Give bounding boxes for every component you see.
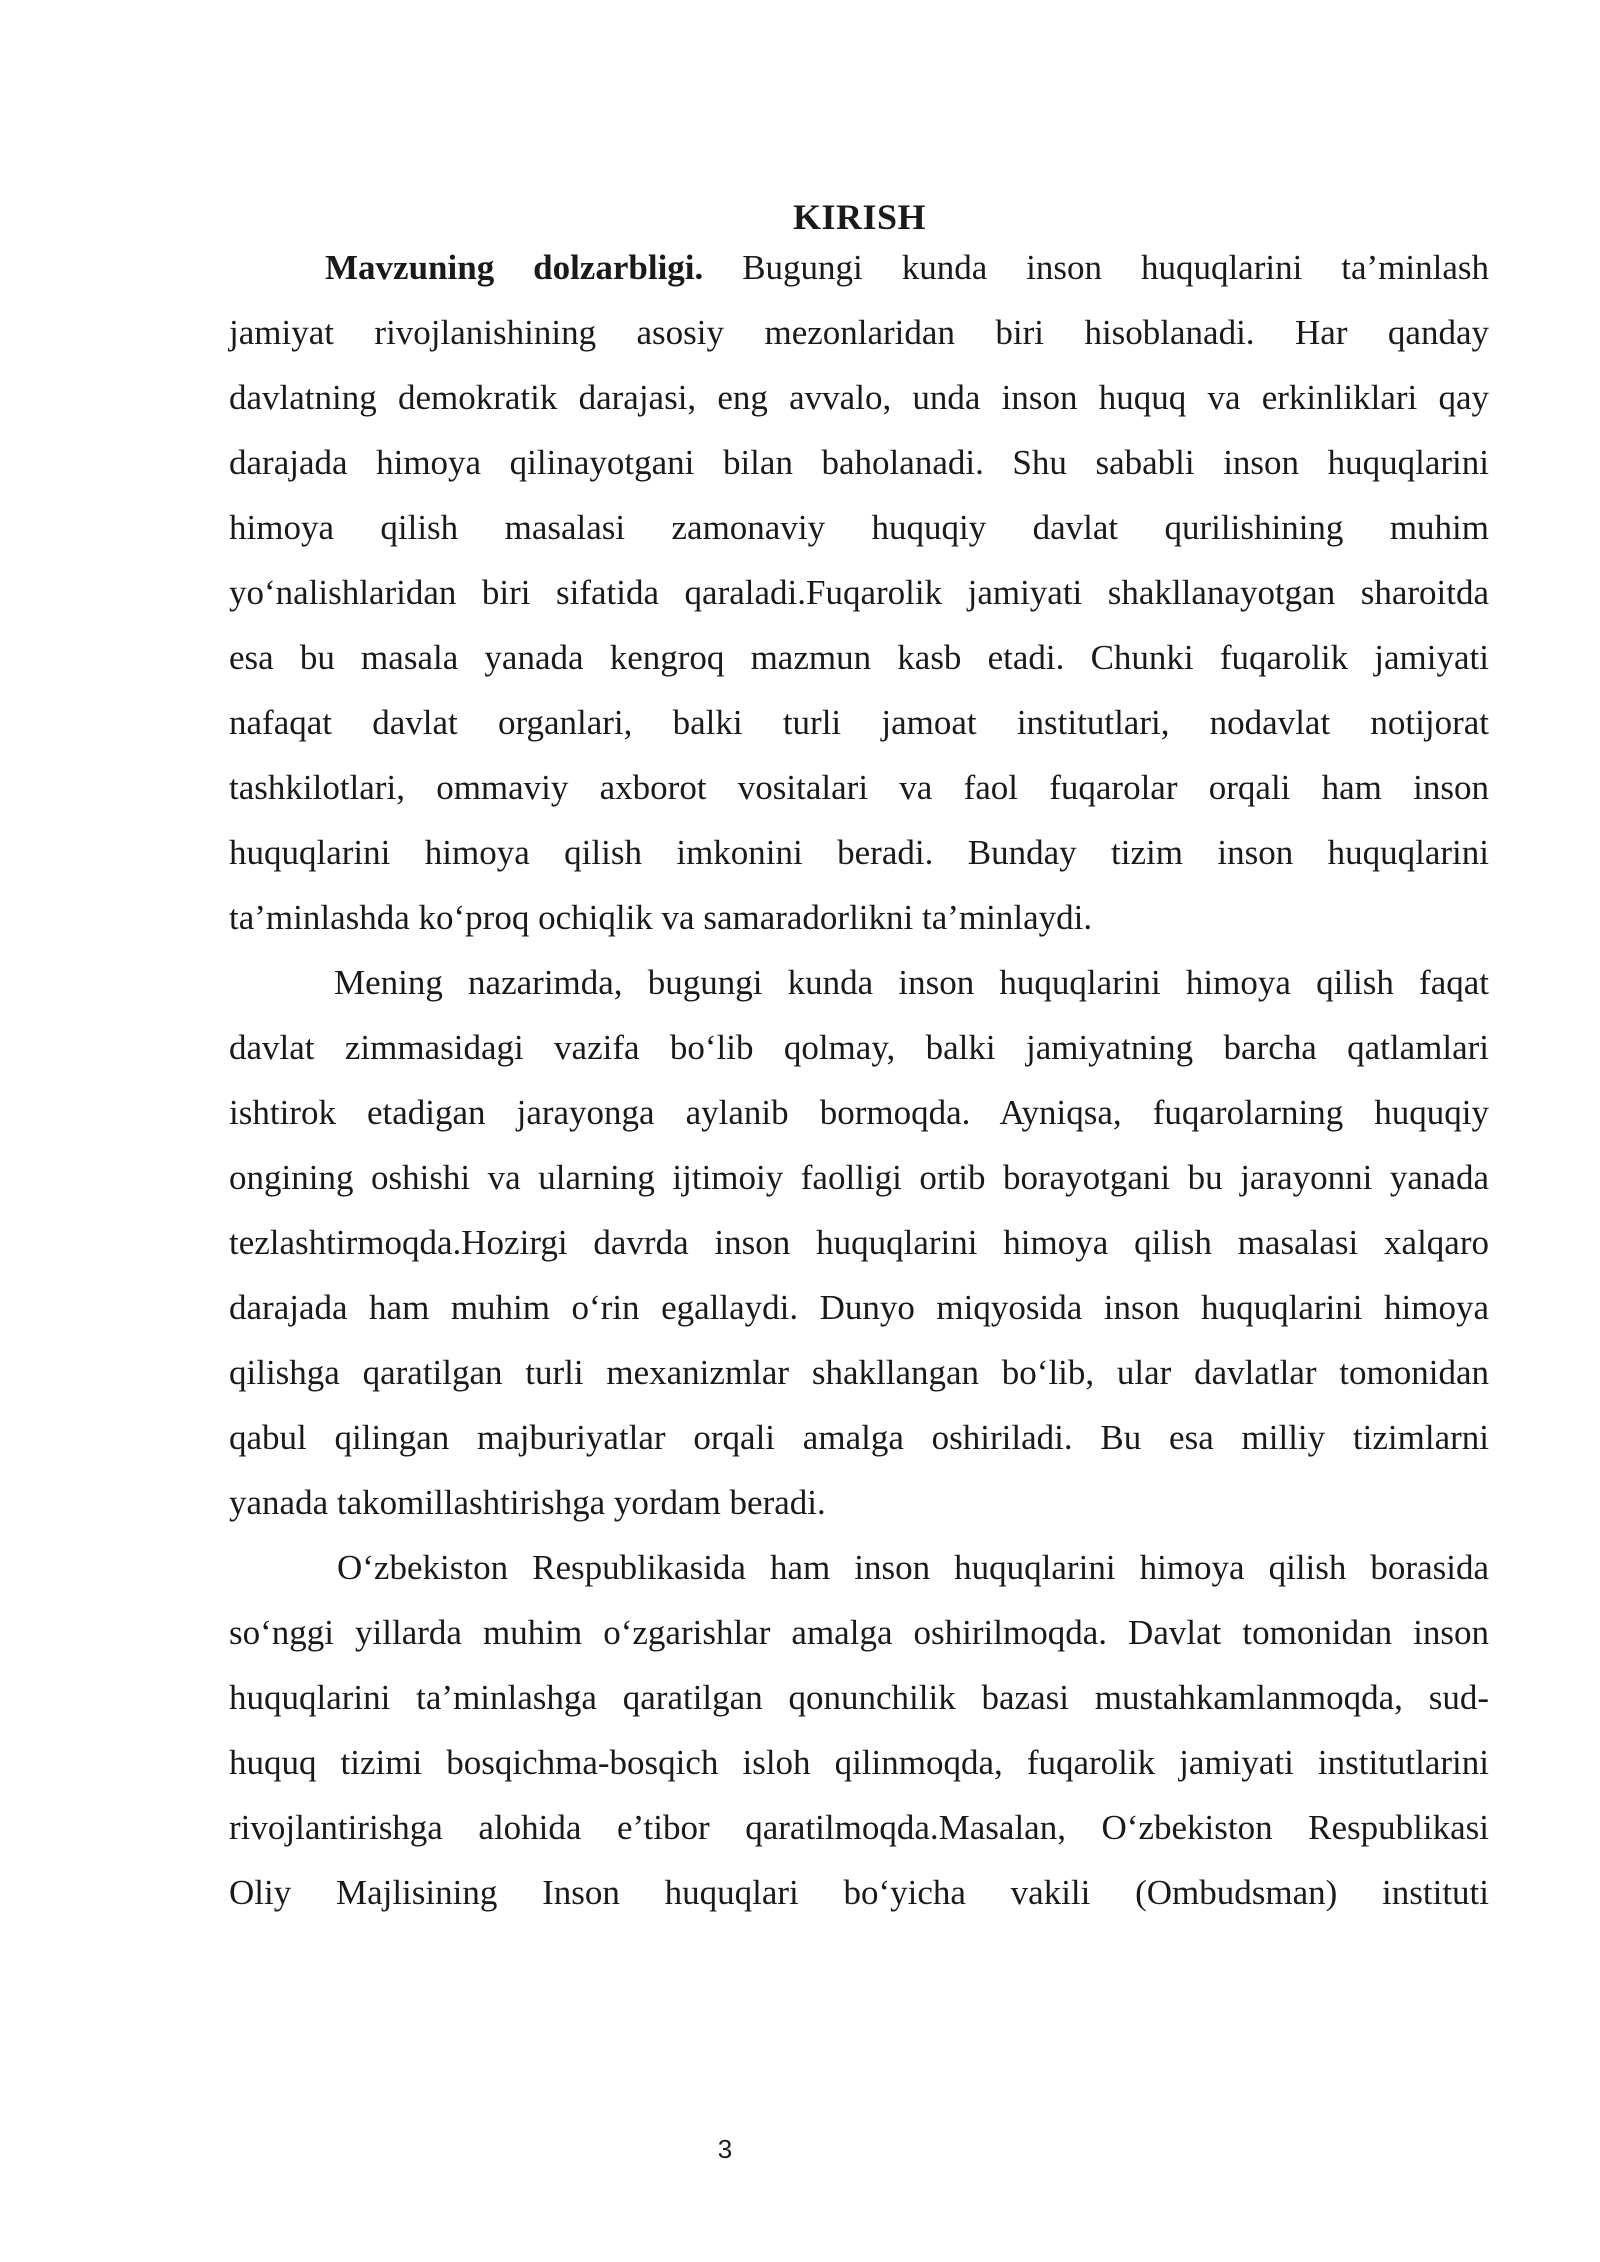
paragraph-opinion <box>229 950 1489 1535</box>
paragraph-line: ishtirok etadigan jarayonga aylanib bormoqda. Ayniqsa, fuqarolarning huquqiy <box>229 1093 1489 1132</box>
paragraph-line: O‘zbekiston Respublikasida ham inson huquqlarini himoya qilish borasida <box>337 1548 1489 1587</box>
line-text: Bugungi kunda inson huquqlarini ta’minlash <box>703 248 1489 287</box>
paragraph-line: huquqlarini himoya qilish imkonini beradi. Bunday tizim inson huquqlarini <box>229 833 1489 872</box>
paragraph-line: darajada ham muhim o‘rin egallaydi. Dunyo miqyosida inson huquqlarini himoya <box>229 1288 1489 1327</box>
paragraph-line: huquq tizimi bosqichma-bosqich isloh qilinmoqda, fuqarolik jamiyati institutlarini <box>229 1743 1489 1782</box>
page-number: 3 <box>717 2134 733 2164</box>
paragraph-line: rivojlantirishga alohida e’tibor qaratilmoqda.Masalan, O‘zbekiston Respublikasi <box>229 1808 1489 1847</box>
paragraph-line: tezlashtirmoqda.Hozirgi davrda inson huquqlarini himoya qilish masalasi xalqaro <box>229 1223 1489 1262</box>
paragraph-line: yo‘nalishlaridan biri sifatida qaraladi.Fuqarolik jamiyati shakllanayotgan sharoitda <box>229 573 1489 612</box>
paragraph-uzbekistan <box>229 1535 1489 1925</box>
lead-heading: Mavzuning dolzarbligi. <box>325 248 704 287</box>
paragraph-line: qabul qilingan majburiyatlar orqali amalga oshiriladi. Bu esa milliy tizimlarni <box>229 1418 1489 1457</box>
paragraph-line: ongining oshishi va ularning ijtimoiy faolligi ortib borayotgani bu jarayonni yanada <box>229 1158 1489 1197</box>
paragraph-line: Mening nazarimda, bugungi kunda inson huquqlarini himoya qilish faqat <box>334 963 1489 1002</box>
paragraph-line: davlatning demokratik darajasi, eng avvalo, unda inson huquq va erkinliklari qay <box>229 378 1489 417</box>
paragraph-line: qilishga qaratilgan turli mexanizmlar shakllangan bo‘lib, ular davlatlar tomonidan <box>229 1353 1489 1392</box>
paragraph-line: yanada takomillashtirishga yordam beradi. <box>229 1483 826 1522</box>
document-title: KIRISH <box>792 197 927 237</box>
paragraph-line: so‘nggi yillarda muhim o‘zgarishlar amalga oshirilmoqda. Davlat tomonidan inson <box>229 1613 1489 1652</box>
paragraph-line <box>229 235 1489 300</box>
paragraph-line: tashkilotlari, ommaviy axborot vositalari va faol fuqarolar orqali ham inson <box>229 768 1489 807</box>
paragraph-line: huquqlarini ta’minlashga qaratilgan qonunchilik bazasi mustahkamlanmoqda, sud- <box>229 1678 1489 1717</box>
paragraph-line: esa bu masala yanada kengroq mazmun kasb etadi. Chunki fuqarolik jamiyati <box>229 638 1489 677</box>
paragraph-line: darajada himoya qilinayotgani bilan baholanadi. Shu sababli inson huquqlarini <box>229 443 1489 482</box>
paragraph-line: Oliy Majlisining Inson huquqlari bo‘yicha vakili (Ombudsman) instituti <box>229 1873 1489 1912</box>
paragraph-line: jamiyat rivojlanishining asosiy mezonlaridan biri hisoblanadi. Har qanday <box>229 313 1489 352</box>
paragraph-line: davlat zimmasidagi vazifa bo‘lib qolmay, balki jamiyatning barcha qatlamlari <box>229 1028 1489 1067</box>
paragraph-line: nafaqat davlat organlari, balki turli jamoat institutlari, nodavlat notijorat <box>229 703 1489 742</box>
paragraph-line: ta’minlashda ko‘proq ochiqlik va samaradorlikni ta’minlaydi. <box>229 898 1093 937</box>
paragraph-relevance <box>229 235 1489 950</box>
paragraph-line: himoya qilish masalasi zamonaviy huquqiy davlat qurilishining muhim <box>229 508 1489 547</box>
